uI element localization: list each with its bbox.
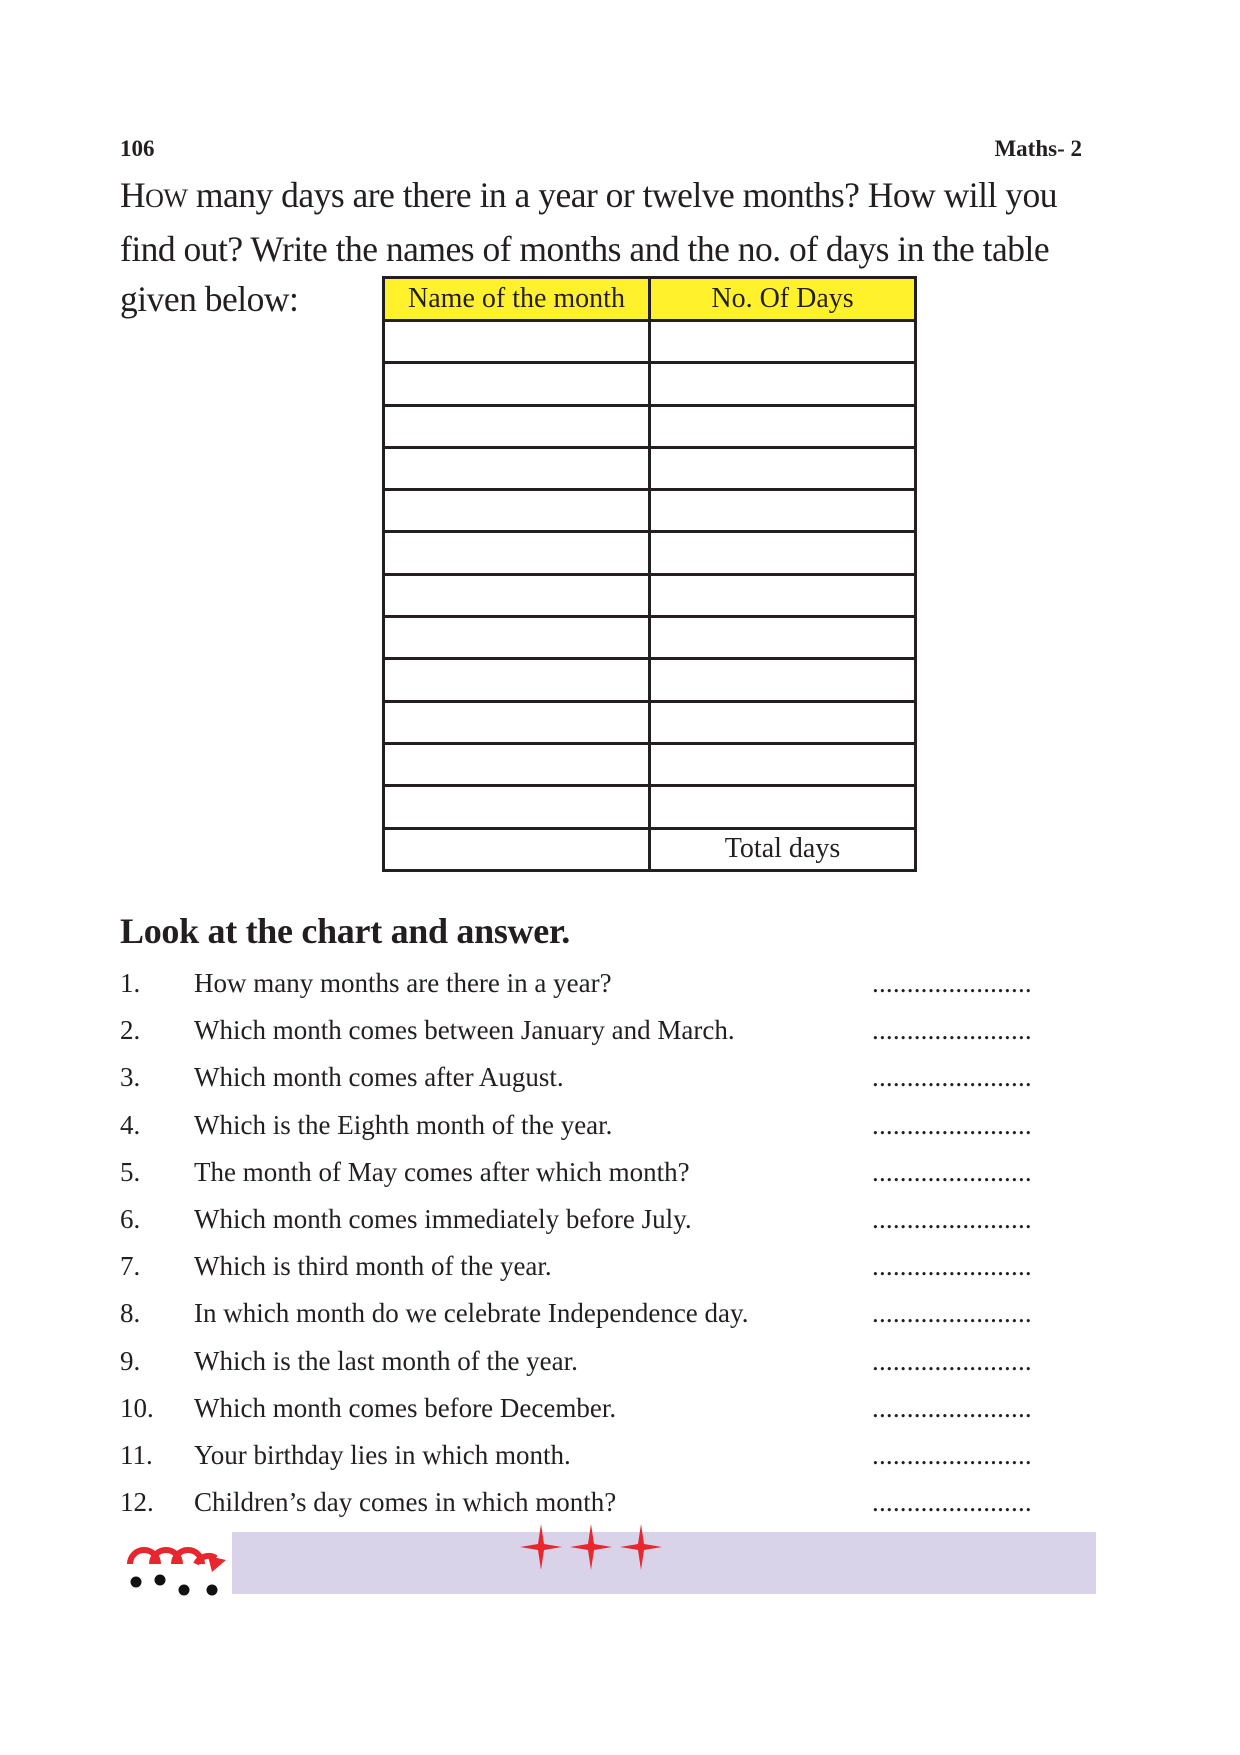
table-row — [384, 617, 916, 659]
table-row — [384, 490, 916, 532]
question-item — [120, 1338, 1060, 1385]
question-text: Which is the Eighth month of the year. — [194, 1109, 613, 1140]
question-item — [120, 1149, 1060, 1196]
question-text: Children’s day comes in which month? — [194, 1487, 617, 1518]
intro-first-letter: H — [120, 175, 146, 215]
question-number: 5. — [120, 1156, 141, 1187]
star-icon — [620, 1524, 662, 1570]
header-month-name: Name of the month — [384, 278, 650, 321]
table-row — [384, 786, 916, 828]
answer-blank[interactable]: ....................... — [872, 1062, 1032, 1093]
star-icon — [520, 1524, 562, 1570]
question-list — [120, 960, 1060, 1526]
question-item — [120, 1196, 1060, 1243]
decorative-stars-icon — [516, 1522, 666, 1572]
question-number: 10. — [120, 1392, 154, 1423]
intro-line-3: given below: — [120, 279, 299, 319]
question-text: The month of May comes after which month? — [194, 1156, 690, 1187]
days-cell[interactable] — [650, 447, 916, 489]
question-number: 3. — [120, 1062, 141, 1093]
footer-logo-icon — [126, 1534, 230, 1600]
month-name-cell[interactable] — [384, 363, 650, 405]
page-header — [120, 136, 1082, 166]
table-row — [384, 659, 916, 701]
page-number: 106 — [120, 136, 155, 161]
question-text: Your birthday lies in which month. — [194, 1439, 571, 1470]
table-row — [384, 743, 916, 785]
intro-line-1 — [120, 170, 1110, 224]
month-name-cell[interactable] — [384, 659, 650, 701]
question-item — [120, 1054, 1060, 1101]
days-cell[interactable] — [650, 490, 916, 532]
table-row — [384, 447, 916, 489]
question-number: 9. — [120, 1345, 141, 1376]
days-cell[interactable] — [650, 743, 916, 785]
total-blank-cell[interactable] — [384, 828, 650, 870]
month-name-cell[interactable] — [384, 617, 650, 659]
answer-blank[interactable]: ....................... — [872, 1015, 1032, 1046]
question-text: Which month comes immediately before July. — [194, 1203, 692, 1234]
days-cell[interactable] — [650, 532, 916, 574]
table-row — [384, 574, 916, 616]
intro-line-1-rest: many days are there in a year or twelve months? How will you — [187, 175, 1058, 215]
days-cell[interactable] — [650, 574, 916, 616]
answer-blank[interactable]: ....................... — [872, 1345, 1032, 1376]
question-item — [120, 960, 1060, 1007]
month-name-cell[interactable] — [384, 574, 650, 616]
question-number: 7. — [120, 1251, 141, 1282]
question-item — [120, 1007, 1060, 1054]
days-cell[interactable] — [650, 363, 916, 405]
table-row — [384, 701, 916, 743]
answer-blank[interactable]: ....................... — [872, 1487, 1032, 1518]
table-row — [384, 405, 916, 447]
month-name-cell[interactable] — [384, 743, 650, 785]
question-item — [120, 1385, 1060, 1432]
book-title: Maths- 2 — [994, 136, 1082, 161]
intro-first-word-rest: OW — [145, 184, 188, 213]
question-number: 2. — [120, 1015, 141, 1046]
table-row — [384, 321, 916, 363]
question-number: 8. — [120, 1298, 141, 1329]
month-name-cell[interactable] — [384, 786, 650, 828]
month-name-cell[interactable] — [384, 447, 650, 489]
question-number: 6. — [120, 1203, 141, 1234]
answer-blank[interactable]: ....................... — [872, 1298, 1032, 1329]
question-item — [120, 1479, 1060, 1526]
table-row — [384, 532, 916, 574]
question-text: Which month comes before December. — [194, 1392, 617, 1423]
section-title: Look at the chart and answer. — [120, 911, 571, 951]
question-text: Which is the last month of the year. — [194, 1345, 578, 1376]
months-days-table — [382, 276, 917, 872]
total-days-label: Total days — [650, 828, 916, 870]
answer-blank[interactable]: ....................... — [872, 1251, 1032, 1282]
table-header-row — [384, 278, 916, 321]
star-icon — [570, 1524, 612, 1570]
days-cell[interactable] — [650, 659, 916, 701]
answer-blank[interactable]: ....................... — [872, 1156, 1032, 1187]
intro-line-2: find out? Write the names of months and the no. of days in the table — [120, 229, 1050, 269]
answer-blank[interactable]: ....................... — [872, 968, 1032, 998]
question-text: Which month comes after August. — [194, 1062, 564, 1093]
days-cell[interactable] — [650, 786, 916, 828]
month-name-cell[interactable] — [384, 532, 650, 574]
month-name-cell[interactable] — [384, 321, 650, 363]
answer-blank[interactable]: ....................... — [872, 1439, 1032, 1470]
question-text: Which month comes between January and March. — [194, 1015, 735, 1046]
question-item — [120, 1243, 1060, 1290]
answer-blank[interactable]: ....................... — [872, 1109, 1032, 1140]
answer-blank[interactable]: ....................... — [872, 1203, 1032, 1234]
question-number: 12. — [120, 1487, 154, 1518]
table-row — [384, 363, 916, 405]
month-name-cell[interactable] — [384, 490, 650, 532]
header-no-of-days: No. Of Days — [650, 278, 916, 321]
answer-blank[interactable]: ....................... — [872, 1392, 1032, 1423]
question-text: In which month do we celebrate Independence day. — [194, 1298, 749, 1329]
days-cell[interactable] — [650, 617, 916, 659]
month-name-cell[interactable] — [384, 405, 650, 447]
days-cell[interactable] — [650, 701, 916, 743]
question-item — [120, 1432, 1060, 1479]
question-number: 11. — [120, 1439, 153, 1470]
days-cell[interactable] — [650, 405, 916, 447]
question-text: How many months are there in a year? — [194, 968, 612, 998]
question-text: Which is third month of the year. — [194, 1251, 552, 1282]
question-number: 1. — [120, 968, 141, 998]
question-number: 4. — [120, 1109, 141, 1140]
table-total-row — [384, 828, 916, 870]
question-item — [120, 1102, 1060, 1149]
month-name-cell[interactable] — [384, 701, 650, 743]
days-cell[interactable] — [650, 321, 916, 363]
question-item — [120, 1290, 1060, 1337]
